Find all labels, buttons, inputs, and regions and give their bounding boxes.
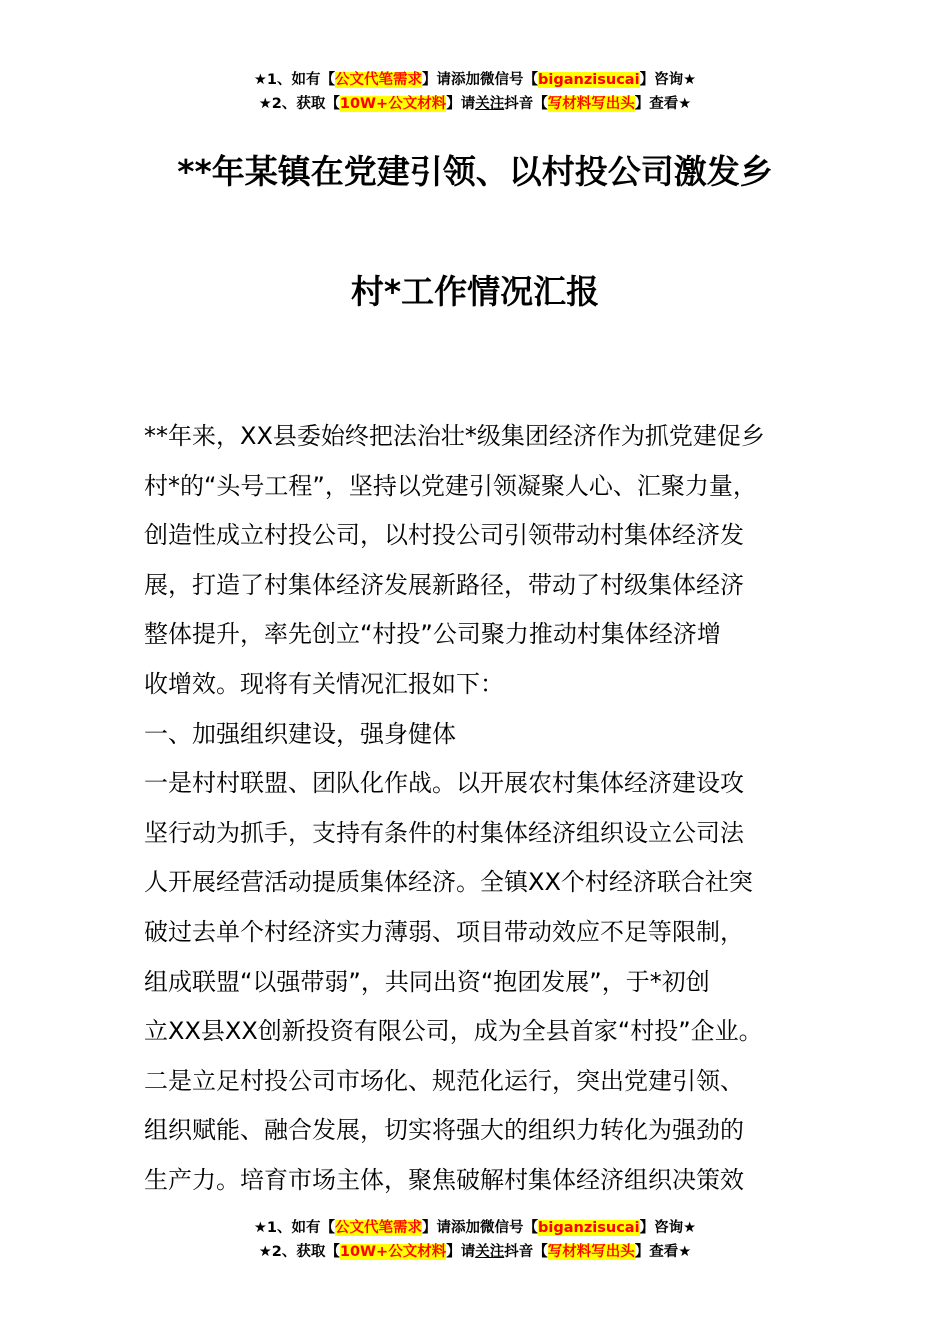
promo-underlined: 关注 [475, 96, 505, 112]
document-title-line-2: 村*工作情况汇报 [350, 272, 600, 311]
promo-highlight: 公文代笔需求 [335, 1220, 423, 1236]
body-line: 组成联盟“以强带弱”，共同出资“抱团发展”，于*初创 [144, 967, 710, 996]
promo-underlined: 关注 [475, 1244, 505, 1260]
promo-text: 抖音【 [504, 96, 548, 112]
promo-highlight: 10W+公文材料 [339, 96, 447, 112]
promo-text: 】咨询★ [639, 72, 697, 88]
promo-highlight: 10W+公文材料 [339, 1244, 447, 1260]
promo-text: 抖音【 [504, 1244, 548, 1260]
body-line: 展，打造了村集体经济发展新路径，带动了村级集体经济 [144, 570, 744, 599]
promo-highlight: 写材料写出头 [547, 1244, 635, 1260]
promo-banner-bottom [0, 1216, 950, 1264]
promo-text: 】查看★ [634, 96, 692, 112]
body-line: 坚行动为抓手，支持有条件的村集体经济组织设立公司法 [144, 818, 744, 847]
promo-text: ★1、如有【 [253, 72, 336, 88]
body-line: 组织赋能、融合发展，切实将强大的组织力转化为强劲的 [144, 1116, 744, 1145]
document-title-line-1: **年某镇在党建引领、以村投公司激发乡 [177, 152, 773, 191]
promo-highlight: 写材料写出头 [547, 96, 635, 112]
promo-text: ★1、如有【 [253, 1220, 336, 1236]
document-body [144, 412, 834, 1206]
section-heading: 一、加强组织建设，强身健体 [144, 719, 456, 748]
promo-text: 】查看★ [634, 1244, 692, 1260]
promo-line-2 [0, 92, 950, 116]
promo-text: 】请添加微信号【 [422, 1220, 539, 1236]
body-line: 一是村村联盟、团队化作战。以开展农村集体经济建设攻 [144, 769, 744, 798]
body-line: 立XX县XX创新投资有限公司，成为全县首家“村投”企业。 [144, 1017, 763, 1046]
promo-banner-top [0, 68, 950, 116]
body-line: 创造性成立村投公司，以村投公司引领带动村集体经济发 [144, 521, 744, 550]
promo-text: 】请 [446, 96, 476, 112]
body-line: 收增效。现将有关情况汇报如下： [144, 669, 504, 698]
body-line: **年来，XX县委始终把法治壮*级集团经济作为抓党建促乡 [144, 422, 765, 450]
promo-highlight: 公文代笔需求 [335, 72, 423, 88]
promo-wechat-id: biganzisucai [538, 72, 640, 88]
promo-text: 】咨询★ [639, 1220, 697, 1236]
promo-text: ★2、获取【 [258, 1244, 340, 1260]
promo-wechat-id: biganzisucai [538, 1220, 640, 1236]
body-line: 破过去单个村经济实力薄弱、项目带动效应不足等限制， [144, 917, 744, 946]
promo-text: ★2、获取【 [258, 96, 340, 112]
body-line: 整体提升，率先创立“村投”公司聚力推动村集体经济增 [144, 620, 721, 649]
promo-line-1 [0, 1216, 950, 1240]
promo-line-1 [0, 68, 950, 92]
body-line: 二是立足村投公司市场化、规范化运行，突出党建引领、 [144, 1066, 744, 1095]
body-line: 村*的“头号工程”，坚持以党建引领凝聚人心、汇聚力量， [144, 471, 757, 500]
promo-line-2 [0, 1240, 950, 1264]
body-line: 生产力。培育市场主体，聚焦破解村集体经济组织决策效 [144, 1165, 744, 1194]
body-line: 人开展经营活动提质集体经济。全镇XX个村经济联合社突 [144, 868, 753, 897]
promo-text: 】请添加微信号【 [422, 72, 539, 88]
promo-text: 】请 [446, 1244, 476, 1260]
